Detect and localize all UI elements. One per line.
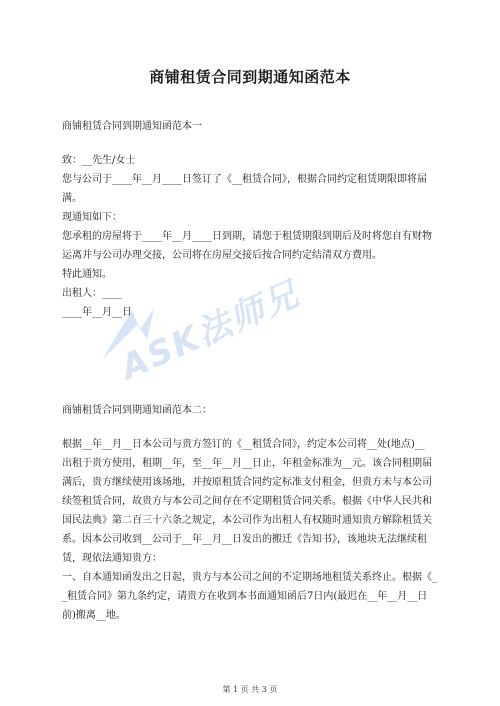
page-number: 第 1 页 共 3 页 bbox=[222, 685, 278, 694]
paragraph-line: 满后，贵方继续使用该场地，并按原租赁合同约定标准支付租金，但贵方未与本公司 bbox=[62, 477, 432, 488]
paragraph-line: 运离并与公司办理交接，公司将在房屋交接后按合同约定结清双方费用。 bbox=[62, 250, 382, 261]
paragraph-line: 出租于贵方使用，租期__年，至__年__月__日止，年租金标准为__元。该合同租期届 bbox=[62, 458, 432, 469]
paragraph-line: 系。因本公司收到__公司于__年__月__日发出的搬迁《告知书》，该地块无法继续租 bbox=[62, 534, 427, 545]
paragraph-line: 现通知如下： bbox=[62, 212, 122, 223]
paragraph-line: 续签租赁合同，故贵方与本公司之间存在不定期租赁合同关系。根据《中华人民共和 bbox=[62, 496, 432, 507]
paragraph-line: 国民法典》第二百三十六条之规定，本公司作为出租人有权随时通知贵方解除租赁关 bbox=[62, 515, 432, 526]
paragraph-line: 您承租的房屋将于____年__月____日到期，请您于租赁期限到期后及时将您自有财物 bbox=[62, 231, 432, 242]
paragraph-line: 赁，现依法通知贵方： bbox=[62, 553, 162, 564]
page-title: 商铺租赁合同到期通知函范本 bbox=[149, 68, 351, 86]
paragraph-line: 致：__先生/女士 bbox=[62, 155, 136, 166]
paragraph-line: _租赁合同》第九条约定，请贵方在收到本书面通知函后7日内(最迟在__年__月__日 bbox=[62, 591, 428, 602]
signature-line: 出租人：____ bbox=[62, 288, 122, 299]
section-heading-2: 商铺租赁合同到期通知函范本二： bbox=[62, 405, 212, 416]
paragraph-line: 特此通知。 bbox=[62, 269, 112, 280]
paragraph-line: 您与公司于____年__月____日签订了《__租赁合同》，根据合同约定租赁期限即将届 bbox=[62, 174, 427, 185]
paragraph-line: 满。 bbox=[62, 193, 82, 204]
section-heading-1: 商铺租赁合同到期通知函范本一 bbox=[62, 121, 202, 132]
paragraph-line: 前)搬离__地。 bbox=[62, 610, 126, 621]
date-line: ____年__月__日 bbox=[62, 307, 132, 318]
watermark-logo: ASK法师兄 bbox=[115, 273, 306, 389]
paragraph-line: 根据__年__月__日本公司与贵方签订的《__租赁合同》，约定本公司将__处(地点)__ bbox=[62, 439, 425, 450]
paragraph-line: 一、自本通知函发出之日起，贵方与本公司之间的不定期场地租赁关系终止。根据《_ bbox=[62, 572, 437, 583]
